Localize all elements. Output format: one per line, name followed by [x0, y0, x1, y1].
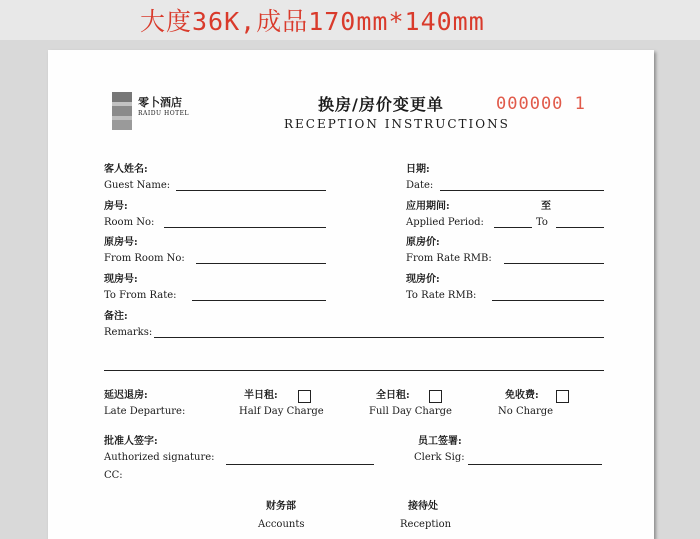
- date-label: Date:: [406, 180, 434, 191]
- no-charge-checkbox[interactable]: [556, 390, 569, 403]
- new-rate-label-cn: 现房价:: [406, 274, 440, 285]
- no-charge-label: No Charge: [498, 406, 554, 417]
- authorized-label: Authorized signature:: [104, 452, 215, 463]
- top-banner: [0, 0, 700, 40]
- period-to-label-cn: 至: [541, 201, 551, 212]
- period-label: Applied Period:: [406, 217, 484, 228]
- accounts-label-cn: 财务部: [266, 501, 296, 512]
- from-room-field[interactable]: [196, 263, 326, 264]
- remarks-label: Remarks:: [104, 327, 153, 338]
- to-rate-label: To Rate RMB:: [406, 290, 477, 301]
- from-room-label: From Room No:: [104, 253, 185, 264]
- guest-name-label-cn: 客人姓名:: [104, 164, 148, 175]
- form-title-cn: 换房/房价变更单: [318, 95, 444, 114]
- authorized-signature-field[interactable]: [226, 464, 374, 465]
- clerk-signature-field[interactable]: [468, 464, 602, 465]
- date-label-cn: 日期:: [406, 164, 430, 175]
- new-room-label-cn: 现房号:: [104, 274, 138, 285]
- reception-label-cn: 接待处: [408, 501, 438, 512]
- full-day-checkbox[interactable]: [429, 390, 442, 403]
- late-departure-label: Late Departure:: [104, 406, 186, 417]
- half-day-label: Half Day Charge: [239, 406, 324, 417]
- half-day-checkbox[interactable]: [298, 390, 311, 403]
- guest-name-field[interactable]: [176, 190, 326, 191]
- guest-name-label: Guest Name:: [104, 180, 171, 191]
- remarks-label-cn: 备注:: [104, 311, 128, 322]
- room-label-cn: 房号:: [104, 201, 128, 212]
- full-day-label: Full Day Charge: [369, 406, 452, 417]
- from-rate-field[interactable]: [504, 263, 604, 264]
- from-rate-label: From Rate RMB:: [406, 253, 492, 264]
- full-day-label-cn: 全日租:: [376, 390, 410, 401]
- to-rate-field[interactable]: [492, 300, 604, 301]
- hotel-name-cn: 零卜酒店: [138, 96, 182, 109]
- from-room-label-cn: 原房号:: [104, 237, 138, 248]
- to-from-rate-label: To From Rate:: [104, 290, 177, 301]
- clerk-label-cn: 员工签署:: [418, 436, 462, 447]
- no-charge-label-cn: 免收费:: [505, 390, 539, 401]
- period-from-field[interactable]: [494, 227, 532, 228]
- form-paper: [48, 50, 654, 539]
- late-departure-label-cn: 延迟退房:: [104, 390, 148, 401]
- date-field[interactable]: [440, 190, 604, 191]
- form-title-en: RECEPTION INSTRUCTIONS: [284, 117, 510, 131]
- from-rate-label-cn: 原房价:: [406, 237, 440, 248]
- hotel-logo-icon: [112, 92, 132, 130]
- room-field[interactable]: [164, 227, 326, 228]
- form-serial-number: 000000 1: [496, 94, 586, 114]
- cc-label: CC:: [104, 470, 123, 481]
- accounts-label: Accounts: [258, 519, 305, 530]
- to-from-rate-field[interactable]: [192, 300, 326, 301]
- clerk-label: Clerk Sig:: [414, 452, 465, 463]
- banner-spec-text: 大度36K,成品170mm*140mm: [140, 7, 485, 36]
- remarks-field[interactable]: [154, 337, 604, 338]
- period-to-field[interactable]: [556, 227, 604, 228]
- half-day-label-cn: 半日租:: [244, 390, 278, 401]
- period-label-cn: 应用期间:: [406, 201, 450, 212]
- remarks-field-line-2[interactable]: [104, 370, 604, 371]
- room-label: Room No:: [104, 217, 155, 228]
- reception-label: Reception: [400, 519, 452, 530]
- period-to-label: To: [536, 217, 548, 228]
- hotel-name-en: RAIDU HOTEL: [138, 110, 190, 117]
- authorized-label-cn: 批准人签字:: [104, 436, 158, 447]
